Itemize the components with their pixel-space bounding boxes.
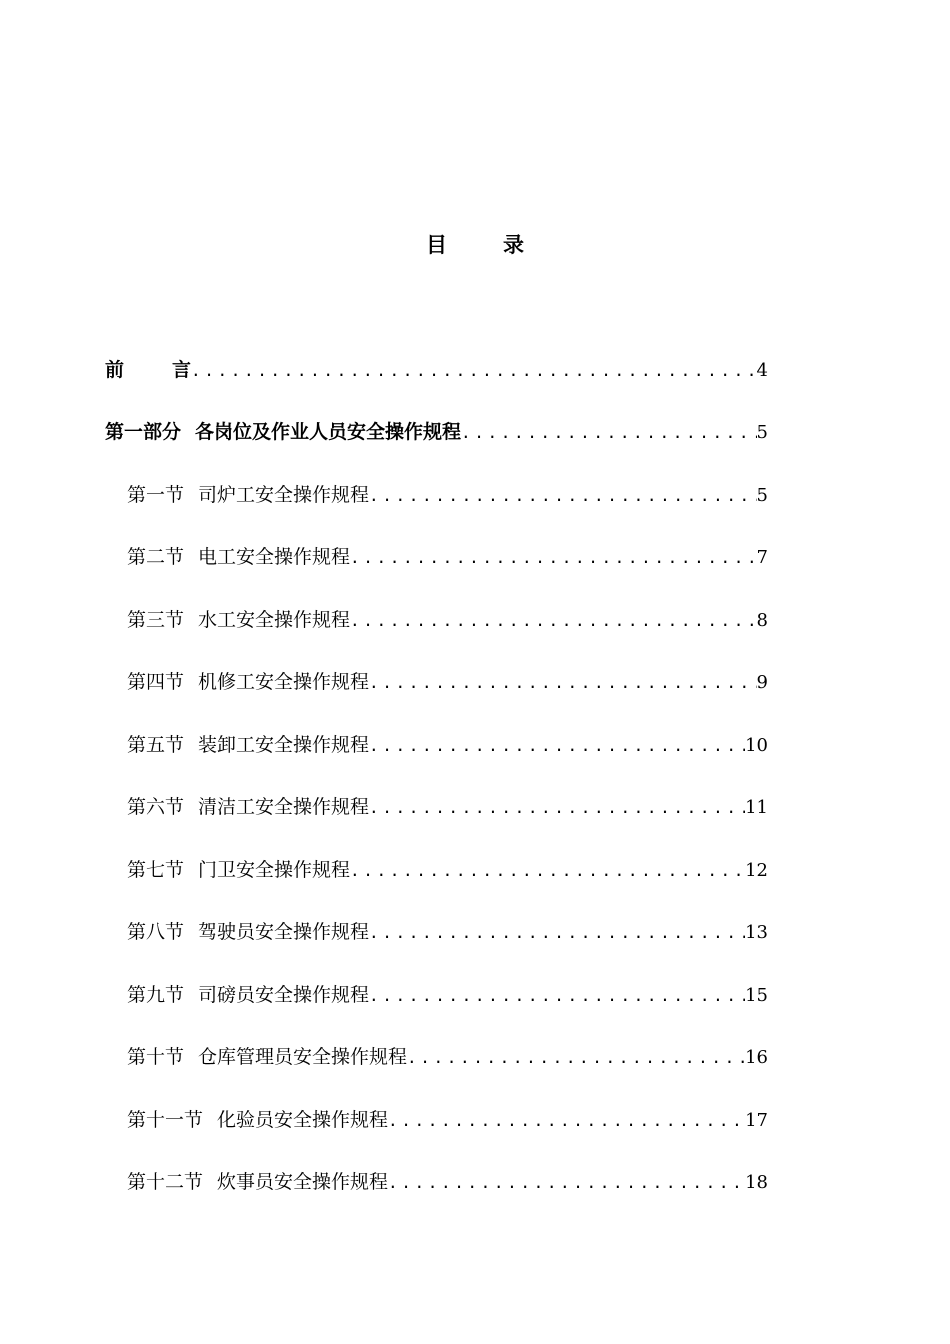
toc-entry-prefix: 第十二节 [127,1171,204,1193]
toc-entry-title: 驾驶员安全操作规程 [198,921,370,943]
toc-entry-title: 清洁工安全操作规程 [198,796,370,818]
toc-entry-prefix: 第六节 [127,796,185,818]
toc-entry-prefix: 第一部分 [105,421,182,443]
leader-dots [350,856,745,886]
toc-entry-prefix: 第九节 [127,984,185,1006]
toc-entry-title: 各岗位及作业人员安全操作规程 [195,421,462,443]
toc-entry-title: 司炉工安全操作规程 [198,484,370,506]
leader-dots [407,1043,745,1073]
toc-page-number: 15 [745,985,768,1006]
preface-char-1: 前 [105,359,125,381]
toc-entry-prefix: 第十一节 [127,1109,204,1131]
toc-page-number: 10 [745,735,768,756]
toc-entry-prefix: 第八节 [127,921,185,943]
toc-entry-section-6[interactable] [0,792,768,822]
toc-entry-section-10[interactable] [0,1042,768,1072]
toc-entry-section-5[interactable] [0,730,768,760]
page-title [0,230,950,260]
title-char-1: 目 [426,233,447,257]
toc-entry-title: 仓库管理员安全操作规程 [198,1046,408,1068]
toc-entry-section-2[interactable] [0,542,768,572]
toc-entry-prefix: 第七节 [127,859,185,881]
leader-dots [369,793,745,823]
leader-dots [388,1106,745,1136]
title-char-2: 录 [503,233,524,257]
toc-page-number: 11 [745,797,768,818]
leader-dots [461,418,757,448]
toc-entry-title: 化验员安全操作规程 [217,1109,389,1131]
toc-entry-title: 炊事员安全操作规程 [217,1171,389,1193]
toc-entry-section-3[interactable] [0,605,768,635]
leader-dots [350,606,757,636]
toc-entry-section-4[interactable] [0,667,768,697]
toc-entry-prefix: 第四节 [127,671,185,693]
toc-entry-prefix: 第一节 [127,484,185,506]
toc-entry-prefix: 第十节 [127,1046,185,1068]
toc-entry-preface[interactable] [0,355,768,385]
leader-dots [388,1168,745,1198]
preface-char-2: 言 [172,359,192,381]
toc-page-number: 5 [756,485,768,506]
toc-entry-part1[interactable] [0,417,768,447]
toc-entry-prefix: 第五节 [127,734,185,756]
toc-entry-title: 门卫安全操作规程 [198,859,351,881]
toc-page-number: 4 [756,360,768,381]
leader-dots [369,481,757,511]
toc-page-number: 7 [756,547,768,568]
leader-dots [191,356,757,386]
leader-dots [369,668,757,698]
toc-page-number: 9 [756,672,768,693]
leader-dots [369,981,745,1011]
toc-page-number: 16 [745,1047,768,1068]
toc-page-number: 17 [745,1110,768,1131]
toc-entry-prefix: 第三节 [127,609,185,631]
toc-entry-section-1[interactable] [0,480,768,510]
toc-entry-title: 机修工安全操作规程 [198,671,370,693]
toc-page-number: 12 [745,860,768,881]
toc-entry-section-11[interactable] [0,1105,768,1135]
toc-entry-section-9[interactable] [0,980,768,1010]
leader-dots [369,731,745,761]
toc-entry-section-7[interactable] [0,855,768,885]
toc-entry-title: 水工安全操作规程 [198,609,351,631]
toc-page-number: 18 [745,1172,768,1193]
toc-entry-title [105,355,191,385]
toc-entry-title: 电工安全操作规程 [198,546,351,568]
toc-page-number: 8 [756,610,768,631]
toc-entry-title: 装卸工安全操作规程 [198,734,370,756]
toc-page-number: 13 [745,922,768,943]
leader-dots [369,918,745,948]
toc-entry-prefix: 第二节 [127,546,185,568]
toc-page-number: 5 [756,422,768,443]
leader-dots [350,543,757,573]
toc-entry-section-12[interactable] [0,1167,768,1197]
toc-entry-title: 司磅员安全操作规程 [198,984,370,1006]
toc-entry-section-8[interactable] [0,917,768,947]
